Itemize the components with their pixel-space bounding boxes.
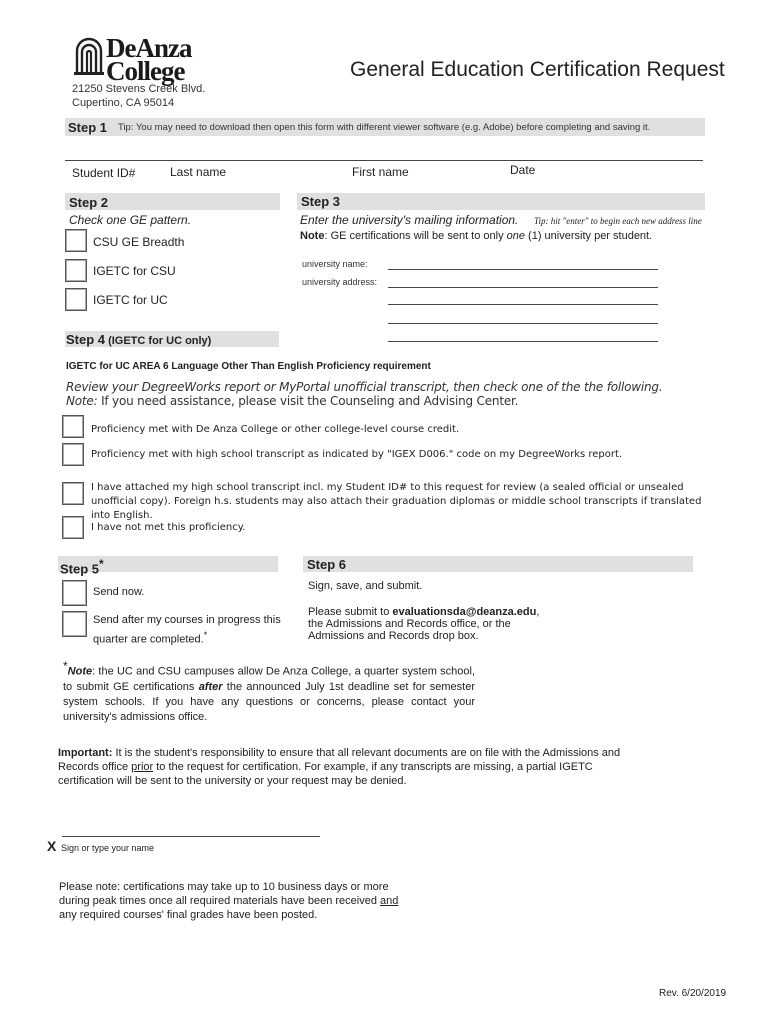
step2-label: Step 2 (69, 195, 109, 210)
step6-submit-line3: Admissions and Records drop box. (308, 630, 479, 642)
last-name-label[interactable]: Last name (170, 165, 227, 179)
page-title: General Education Certification Request (350, 58, 725, 81)
step3-note (300, 230, 652, 242)
step3-note-text-b: (1) university per student. (525, 230, 653, 242)
footnote-star: * (63, 659, 68, 673)
university-address-input-4[interactable] (388, 341, 658, 342)
step3-note-one: one (506, 230, 525, 242)
important-text-b: to the request for certification. For example, if any transcripts are missing, a partial IGETC certification will be sent to the university or your request may be denied. (58, 761, 593, 787)
send-after-star: * (203, 630, 208, 640)
footnote-text-b: the announced July 1st deadline set for semester system schools. If you have any questions or concerns, please contact your university's admissions office. (63, 680, 475, 723)
send-after-courses-checkbox[interactable] (62, 611, 87, 637)
revision-date: Rev. 6/20/2019 (659, 988, 727, 999)
step6-submit (308, 606, 539, 618)
step4-note-label: Note: (66, 394, 98, 408)
proficiency-college-credit-checkbox[interactable] (62, 415, 84, 438)
date-label[interactable]: Date (510, 163, 536, 177)
step3-bar (297, 193, 705, 210)
signature-input[interactable] (62, 836, 320, 837)
send-now-label: Send now. (93, 586, 145, 598)
igetc-csu-checkbox[interactable] (65, 259, 87, 282)
csu-ge-breadth-checkbox[interactable] (65, 229, 87, 252)
proficiency-college-credit-label: Proficiency met with De Anza College or other college-level course credit. (91, 424, 460, 435)
step5-label-text: Step 5 (60, 561, 100, 577)
step1-tip: Tip: You may need to download then open this form with different viewer software (e.g. Adobe) before completing and saving it. (118, 122, 651, 133)
step6-bar (303, 556, 693, 572)
processing-time-notice (59, 880, 409, 922)
step5-star: * (99, 557, 104, 571)
igetc-uc-label: IGETC for UC (93, 293, 168, 307)
important-text-a: It is the student's responsibility to ensure that all relevant documents are on file with the Admissions and Records office (58, 747, 621, 773)
proficiency-hs-transcript-checkbox[interactable] (62, 443, 84, 466)
footnote-note-label: Note (67, 665, 93, 678)
send-after-courses-label (93, 613, 283, 648)
university-name-label: university name: (302, 259, 368, 269)
important-label: Important: (58, 747, 113, 759)
step3-note-label: Note (300, 230, 325, 242)
step1-field-line (65, 160, 703, 161)
university-address-input-3[interactable] (388, 323, 658, 324)
step6-submit-a: Please submit to (308, 606, 393, 618)
step5-label (60, 557, 104, 576)
step2-instruction: Check one GE pattern. (69, 213, 192, 227)
proficiency-attached-transcript-checkbox[interactable] (62, 482, 84, 505)
step3-note-text-a: : GE certifications will be sent to only (324, 230, 507, 242)
college-logo-text (106, 33, 192, 86)
address-line-1: 21250 Stevens Creek Blvd. (72, 83, 206, 95)
signature-x-mark: X (47, 838, 57, 854)
important-prior: prior (131, 761, 154, 773)
csu-ge-breadth-label: CSU GE Breadth (93, 235, 185, 249)
step3-instruction: Enter the university's mailing information. (300, 213, 519, 227)
please-note-text-b: any required courses' final grades have been posted. (59, 909, 318, 921)
important-notice (58, 746, 648, 788)
step1-label: Step 1 (68, 120, 108, 135)
step4-note-text: If you need assistance, please visit the Counseling and Advising Center. (97, 394, 519, 408)
step3-tip: Tip: hit "enter" to begin each new address line (534, 216, 702, 226)
step4-heading: IGETC for UC AREA 6 Language Other Than English Proficiency requirement (66, 361, 431, 372)
first-name-label[interactable]: First name (352, 165, 409, 179)
step4-note (66, 394, 518, 408)
please-note-text-a: Please note: certifications may take up to 10 business days or more during peak times once all required materials have been received (59, 881, 389, 907)
university-address-input-2[interactable] (388, 304, 658, 305)
step3-label: Step 3 (301, 194, 341, 209)
university-name-input[interactable] (388, 269, 658, 270)
proficiency-not-met-label: I have not met this proficiency. (91, 522, 246, 533)
quarter-system-footnote (63, 659, 475, 725)
submit-email-link[interactable]: evaluationsda@deanza.edu (392, 606, 537, 618)
step6-submit-b: , (536, 606, 540, 618)
university-address-input-1[interactable] (388, 287, 658, 288)
step4-label (66, 332, 211, 347)
igetc-csu-label: IGETC for CSU (93, 264, 176, 278)
igetc-uc-checkbox[interactable] (65, 288, 87, 311)
university-address-label: university address: (302, 277, 378, 287)
proficiency-not-met-checkbox[interactable] (62, 516, 84, 539)
step6-submit-line2: the Admissions and Records office, or the (308, 618, 511, 630)
proficiency-hs-transcript-label: Proficiency met with high school transcript as indicated by "IGEX D006." code on my DegreeWorks report. (91, 449, 623, 460)
send-now-checkbox[interactable] (62, 580, 87, 606)
send-after-courses-text: Send after my courses in progress this quarter are completed. (93, 614, 281, 646)
step4-review: Review your DegreeWorks report or MyPortal unofficial transcript, then check one of the the following. (66, 380, 663, 394)
footnote-after: after (198, 680, 223, 693)
step4-label-b: (IGETC for UC only) (105, 335, 212, 347)
signature-label: Sign or type your name (61, 843, 155, 853)
address-line-2: Cupertino, CA 95014 (72, 97, 175, 109)
logo-line-2: College (106, 56, 185, 86)
please-note-and: and (380, 895, 399, 907)
step6-line1: Sign, save, and submit. (308, 580, 423, 592)
student-id-label[interactable]: Student ID# (72, 166, 136, 180)
step4-label-a: Step 4 (66, 332, 106, 347)
deanza-arch-logo-icon (74, 37, 104, 75)
footnote-text-a: : the UC and CSU campuses allow De Anza College, a quarter system school, to submit GE certifications (63, 665, 475, 693)
proficiency-attached-transcript-label: I have attached my high school transcript incl. my Student ID# to this request for review (a sealed official or unsealed unofficial copy). Foreign h.s. students may also attach their graduation diplomas or middle school transcripts if translated into English. (91, 482, 702, 521)
logo-line-1: DeAnza (106, 33, 192, 63)
step6-label: Step 6 (307, 557, 347, 572)
